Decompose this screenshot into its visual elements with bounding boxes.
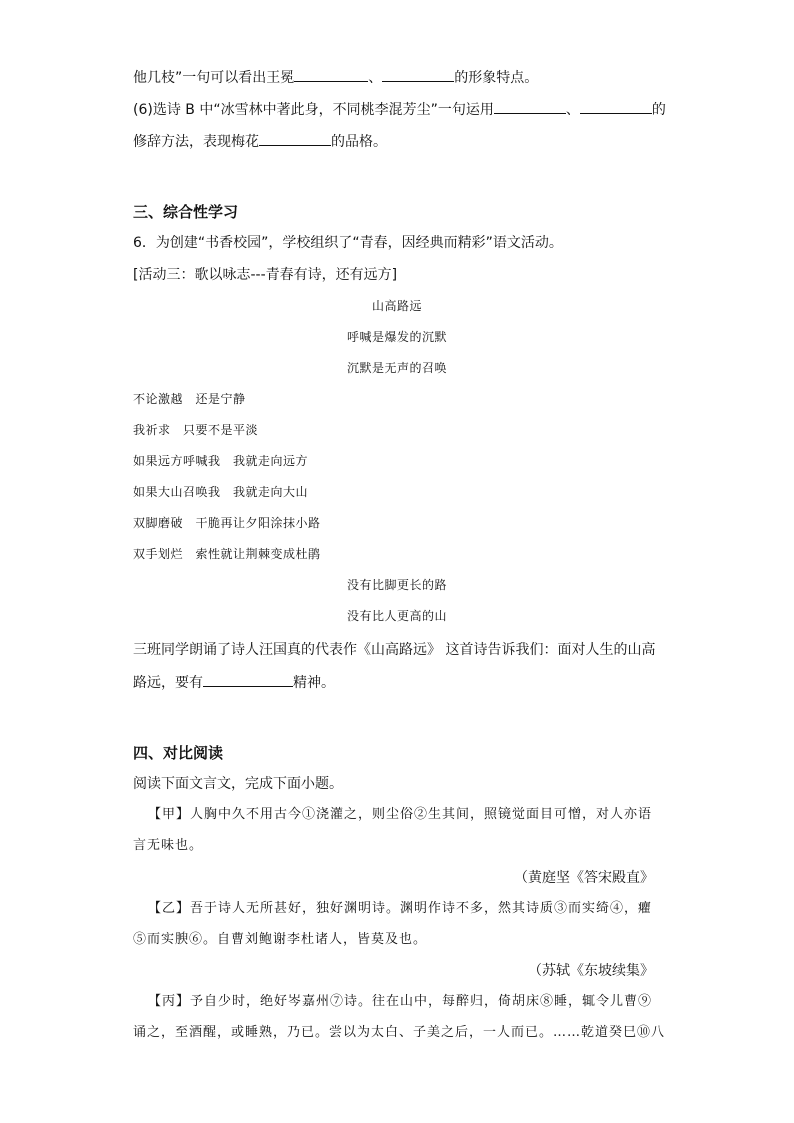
answer-blank[interactable] (382, 66, 454, 82)
q5-line2 (133, 98, 666, 120)
poem-line: 不论激越 还是宁静 (133, 392, 246, 406)
q5-line3 (133, 130, 387, 152)
answer-blank[interactable] (580, 98, 652, 114)
activity-label: [活动三：歌以咏志---青春有诗，还有远方] (133, 267, 398, 283)
q5-line1-text-b: 的形象特点。 (454, 70, 539, 86)
poem-line: 沉默是无声的召唤 (346, 361, 447, 375)
passage-jia-source: （黄庭坚《答宋殿直》 (514, 870, 654, 886)
poem-line: 双手划烂 索性就让荆棘变成杜鹃 (133, 547, 321, 561)
answer-blank[interactable] (294, 66, 368, 82)
q5-line3-text-b: 的品格。 (331, 134, 387, 150)
q6-intro: 6．为创建“书香校园”，学校组织了“青春，因经典而精彩”语文活动。 (133, 235, 563, 251)
poem-title: 山高路远 (371, 299, 422, 313)
section4-heading: 四、对比阅读 (133, 744, 224, 762)
q6-answer-line1: 三班同学朗诵了诗人汪国真的代表作《山高路远》 这首诗告诉我们：面对人生的山高 (133, 642, 656, 658)
separator: 、 (565, 102, 580, 118)
passage-yi-line2: ⑤而实腴⑥。自曹刘鲍谢李杜诸人，皆莫及也。 (133, 932, 428, 947)
answer-blank[interactable] (259, 130, 331, 146)
passage-bing-line1: 【丙】予自少时，绝好岑嘉州⑦诗。往在山中，每醉归，倚胡床⑧睡，辄令儿曹⑨ (148, 994, 653, 1009)
q5-line2-text-b: 的 (651, 102, 666, 118)
q5-line1 (133, 66, 538, 88)
poem-line: 没有比脚更长的路 (346, 578, 447, 592)
poem-line: 双脚磨破 干脆再让夕阳涂抹小路 (133, 516, 321, 530)
passage-jia-line2: 言无味也。 (133, 838, 204, 853)
answer-blank[interactable] (494, 98, 566, 114)
answer-blank[interactable] (203, 671, 293, 687)
q5-line1-text-a: 他几枝”一句可以看出王冕 (133, 70, 295, 86)
passage-bing-line2: 诵之，至酒醒，或睡熟，乃已。尝以为太白、子美之后，一人而已。……乾道癸巳⑩八 (133, 1025, 666, 1040)
separator: 、 (368, 70, 383, 86)
poem-line: 我祈求 只要不是平淡 (133, 423, 259, 437)
section3-heading: 三、综合性学习 (133, 203, 239, 221)
q6-answer-text-b: 精神。 (293, 675, 335, 691)
passage-jia-line1: 【甲】人胸中久不用古今①浇灌之，则尘俗②生其间，照镜觉面目可憎，对人亦语 (148, 807, 653, 822)
poem-line: 如果远方呼喊我 我就走向远方 (133, 454, 309, 468)
q5-line3-text-a: 修辞方法，表现梅花 (133, 134, 259, 150)
passage-yi-line1: 【乙】吾于诗人无所甚好，独好渊明诗。渊明作诗不多，然其诗质③而实绮④，癯 (148, 901, 653, 916)
q6-answer-line2 (133, 671, 335, 693)
section4-instruction: 阅读下面文言文，完成下面小题。 (133, 776, 343, 792)
q5-line2-text-a: (6)选诗 B 中“冰雪林中著此身，不同桃李混芳尘”一句运用 (133, 102, 494, 118)
q6-answer-text-a: 路远，要有 (133, 675, 203, 691)
poem-line: 呼喊是爆发的沉默 (346, 330, 447, 344)
poem-line: 如果大山召唤我 我就走向大山 (133, 485, 309, 499)
poem-line: 没有比人更高的山 (346, 609, 447, 623)
passage-yi-source: （苏轼《东坡续集》 (528, 963, 654, 979)
